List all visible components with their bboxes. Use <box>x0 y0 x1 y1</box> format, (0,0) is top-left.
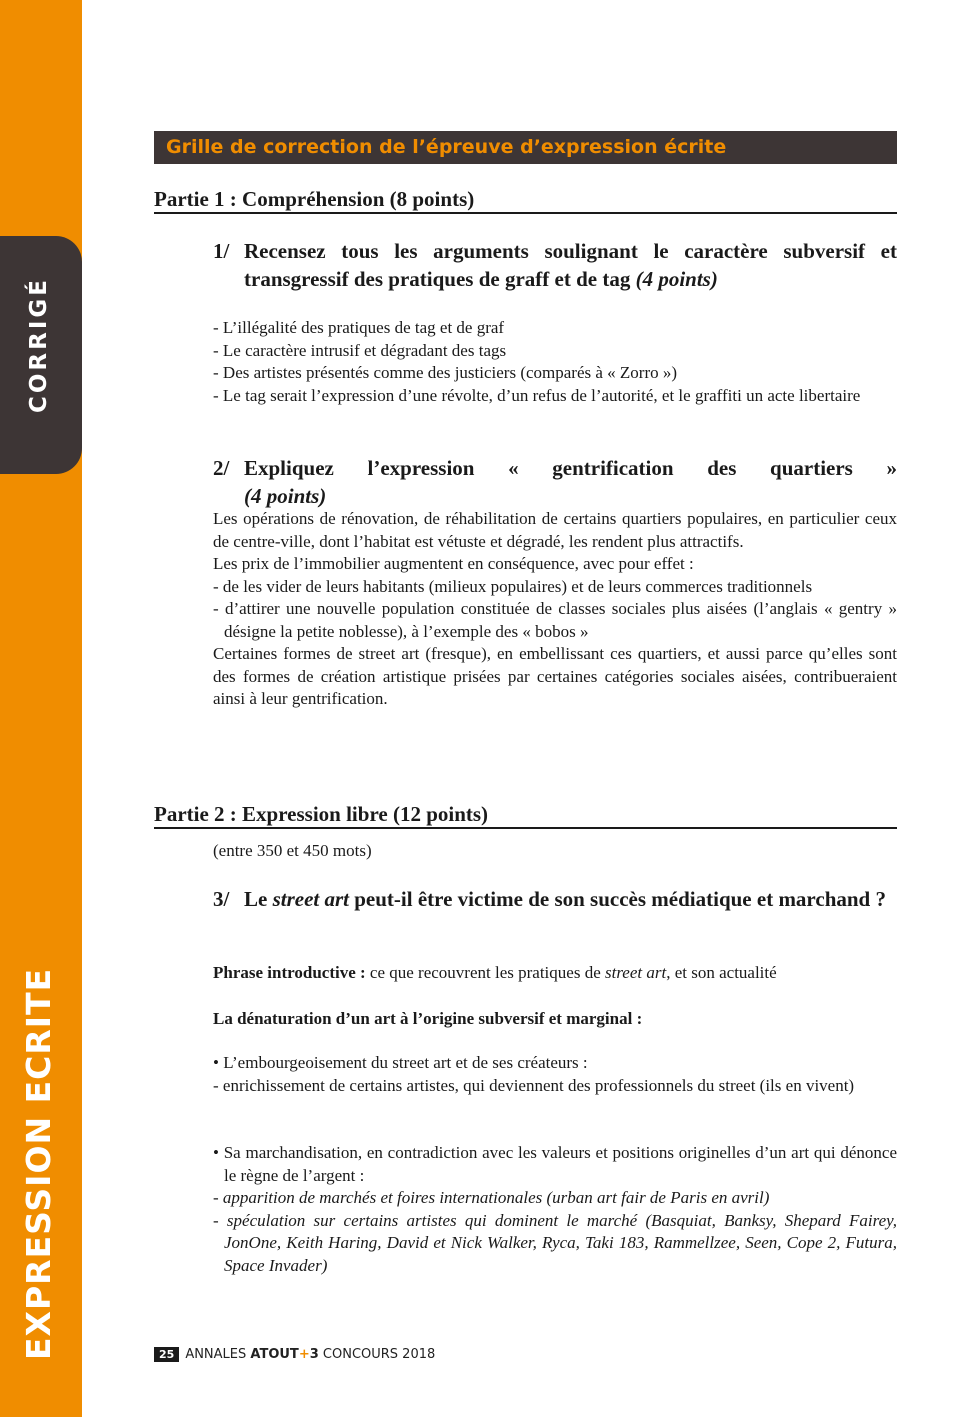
question-text: Expliquez l’expression « gentrification des quartiers » <box>244 456 897 480</box>
question-1-text: Recensez tous les arguments soulignant le caractère subversif et transgressif des pratiques de graff et de tag <box>244 239 897 291</box>
intro-label: Phrase introductive : <box>213 963 366 982</box>
list-item: - apparition de marchés et foires internationales (urban art fair de Paris en avril) <box>213 1188 770 1207</box>
list-item: - enrichissement de certains artistes, qui deviennent des professionnels du street (ils en vivent) <box>213 1075 855 1095</box>
list-item: - Le caractère intrusif et dégradant des tags <box>213 340 507 360</box>
title-banner <box>154 131 897 164</box>
footer-annales: ANNALES <box>185 1347 247 1362</box>
brand-name: ATOUT <box>250 1347 299 1362</box>
q1-answer-list <box>213 317 897 407</box>
paragraph: Certaines formes de street art (fresque), en embellissant ces quartiers, et aussi parce qu’elles sont des formes de création artistique prisées par certaines catégories sociales aisées, contribueraient ainsi à leur gentrification. <box>213 644 897 708</box>
q3-text-start: Le <box>244 887 273 911</box>
list-item: - de les vider de leurs habitants (milieux populaires) et de leurs commerces traditionnels <box>213 576 813 596</box>
sidebar-section-label: CORRIGÉ <box>26 277 52 413</box>
paragraph: Les prix de l’immobilier augmentent en conséquence, avec pour effet : <box>213 554 694 573</box>
question-points: (4 points) <box>244 484 327 508</box>
question-1 <box>213 237 897 293</box>
question-text <box>244 885 897 913</box>
bullet-item: • L’embourgeoisement du street art et de ses créateurs : <box>213 1053 588 1072</box>
list-item: - L’illégalité des pratiques de tag et de graf <box>213 318 505 337</box>
intro-text-end: , et son actualité <box>666 963 777 982</box>
q3-text-italic: street art <box>272 887 349 911</box>
question-number: 3/ <box>213 887 230 911</box>
question-number: 1/ <box>213 239 230 263</box>
bullet-1-block <box>213 1052 897 1097</box>
question-points-line <box>244 482 897 510</box>
question-points: (4 points) <box>635 267 718 291</box>
intro-text-italic: street art <box>604 963 667 982</box>
paragraph: Les opérations de rénovation, de réhabilitation de certains quartiers populaires, en particulier ceux de centre-ville, dont l’habitat est vétuste et dégradé, les rendent plus attractifs. <box>213 509 897 551</box>
part2-heading: Partie 2 : Expression libre (12 points) <box>154 802 897 829</box>
brand-number: 3 <box>309 1347 319 1362</box>
sidebar-subject-label: EXPRESSION ECRITE <box>19 967 58 1360</box>
bullet-2-block <box>213 1142 897 1277</box>
intro-line <box>213 962 897 985</box>
footer-concours: CONCOURS 2018 <box>322 1347 436 1362</box>
banner-title: Grille de correction de l’épreuve d’expression écrite <box>166 136 727 158</box>
brand-plus: + <box>298 1347 310 1362</box>
bullet-item: • Sa marchandisation, en contradiction avec les valeurs et positions originelles d’un art qui dénonce le règne de l’argent : <box>213 1143 897 1185</box>
question-2 <box>213 454 897 510</box>
question-3 <box>213 885 897 913</box>
page-footer <box>154 1347 435 1364</box>
q2-answer <box>213 508 897 711</box>
subheading: La dénaturation d’un art à l’origine subversif et marginal : <box>213 1009 643 1028</box>
list-item: - Des artistes présentés comme des justiciers (comparés à « Zorro ») <box>213 363 678 382</box>
intro-text: ce que recouvrent les pratiques de <box>365 963 605 982</box>
page-number: 25 <box>154 1347 179 1362</box>
question-number: 2/ <box>213 456 230 480</box>
word-count-note: (entre 350 et 450 mots) <box>213 841 372 860</box>
q3-text-end: peut-il être victime de son succès médiatique et marchand ? <box>349 887 886 911</box>
list-item: - d’attirer une nouvelle population constituée de classes sociales plus aisées (l’anglais « gentry » désigne la petite noblesse), à l’exemple des « bobos » <box>213 599 897 641</box>
question-text <box>244 237 897 293</box>
list-item: - Le tag serait l’expression d’une révolte, d’un refus de l’autorité, et le graffiti un acte libertaire <box>213 385 861 405</box>
part1-heading: Partie 1 : Compréhension (8 points) <box>154 187 897 214</box>
list-item: - spéculation sur certains artistes qui dominent le marché (Basquiat, Banksy, Shepard Fairey, JonOne, Keith Haring, David et Nick Walker, Ryca, Taki 183, Rammellzee, Seen, Cope 2, Futura, Space Invader) <box>213 1210 897 1275</box>
